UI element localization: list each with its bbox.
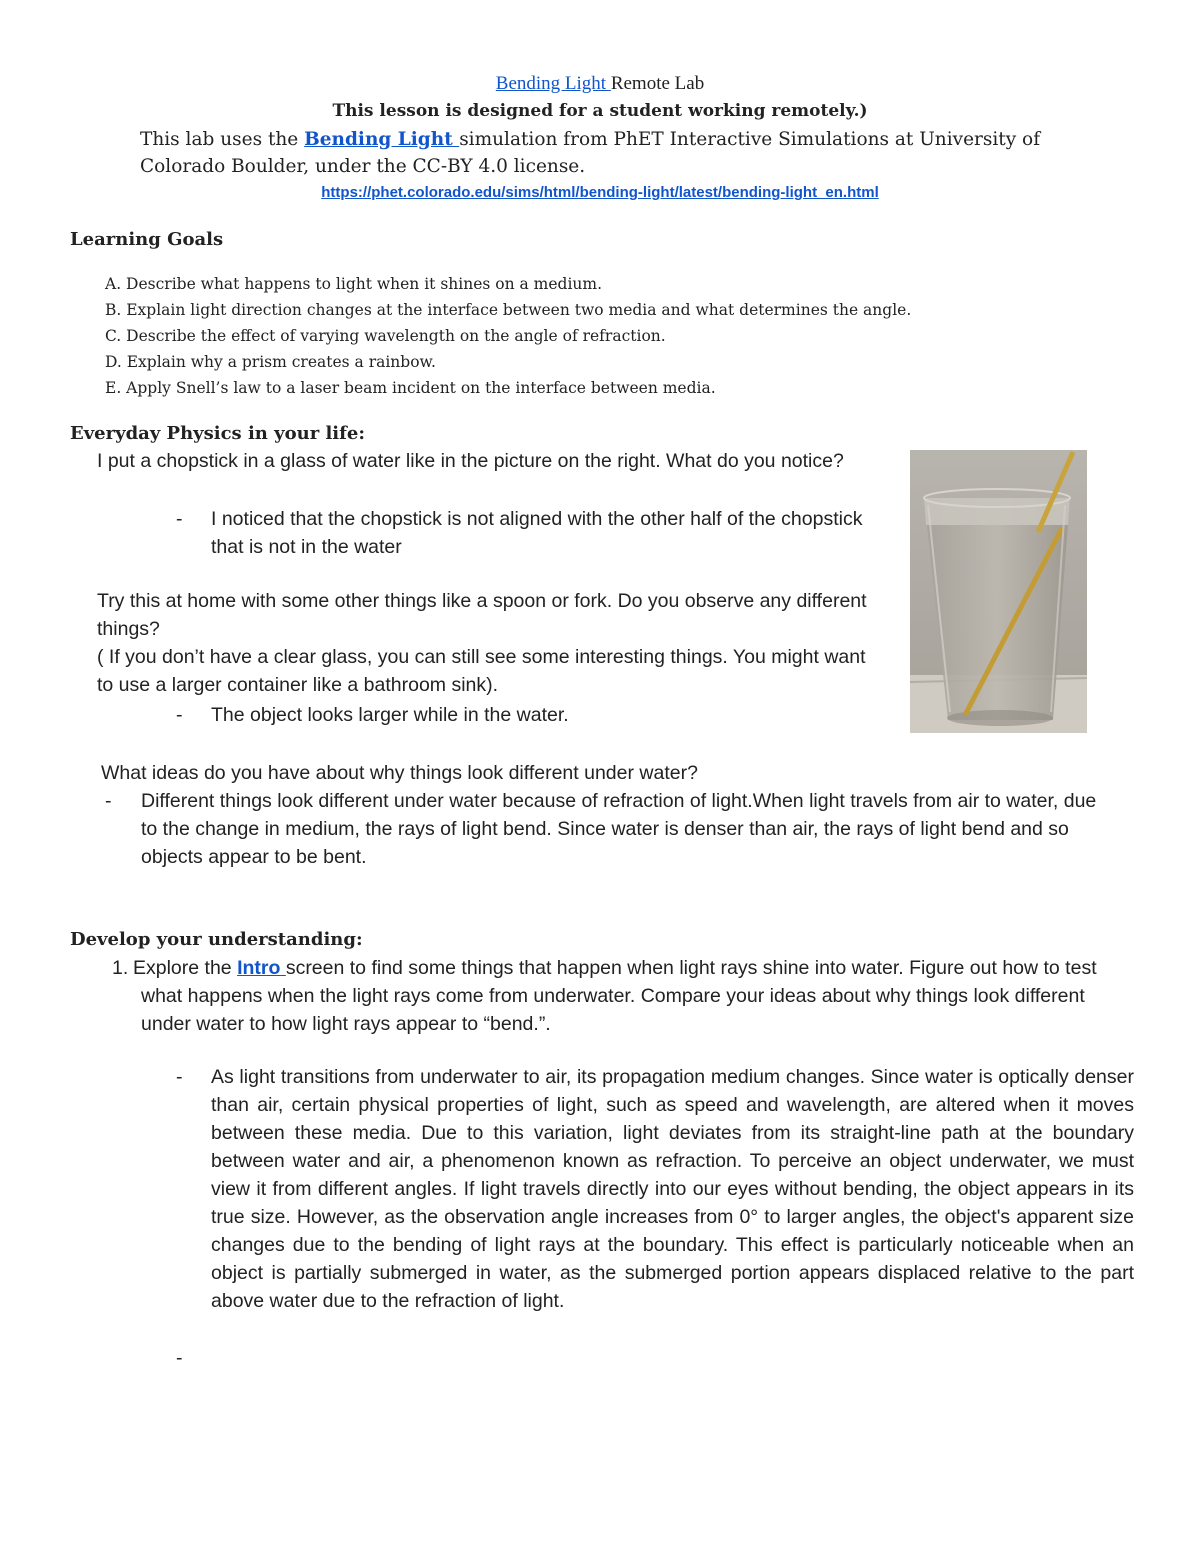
everyday-answer-3: Different things look different under water because of refraction of light.When light travels from air to water, due to the change in medium, the rays of light bend. Since water is denser than air, the rays of light bend and so objects appear to be bent. (141, 790, 1097, 868)
learning-goals-heading: Learning Goals (70, 229, 224, 250)
everyday-question-3: What ideas do you have about why things look different under water? (101, 762, 698, 784)
everyday-question-1: I put a chopstick in a glass of water like in the picture on the right. What do you notice? (97, 450, 844, 472)
develop-heading: Develop your understanding: (70, 929, 363, 950)
empty-answer-dash: - (176, 1347, 183, 1369)
question-2-note: ( If you don’t have a clear glass, you can still see some interesting things. You might want to use a larger container like a bathroom sink). (97, 646, 866, 696)
develop-q1-before: Explore the (133, 957, 238, 979)
goal-item: B. Explain light direction changes at the interface between two media and what determines the angle. (105, 301, 912, 319)
answer-dash: - (176, 508, 183, 530)
question-2-text: Try this at home with some other things like a spoon or fork. Do you observe any different things? (97, 590, 867, 640)
everyday-question-2 (97, 587, 887, 699)
intro-after: simulation from PhET Interactive Simulations at University of Colorado Boulder, under the CC-BY 4.0 license. (140, 129, 1041, 177)
learning-goals-list (105, 271, 1105, 401)
document-subtitle: This lesson is designed for a student working remotely.) (332, 101, 868, 121)
goal-item: C. Describe the effect of varying wavelength on the angle of refraction. (105, 327, 666, 345)
everyday-answer-1: I noticed that the chopstick is not aligned with the other half of the chopstick that is not in the water (211, 508, 863, 558)
answer-dash: - (176, 704, 183, 726)
title-rest: Remote Lab (610, 73, 705, 94)
simulation-url (0, 183, 1200, 203)
answer-dash: - (105, 790, 112, 812)
intro-before: This lab uses the (140, 129, 305, 150)
goal-item: E. Apply Snell’s law to a laser beam incident on the interface between media. (105, 379, 716, 397)
develop-question-1-number: 1. (112, 957, 129, 979)
simulation-url-link[interactable]: https://phet.colorado.edu/sims/html/bending-light/latest/bending-light_en.html (321, 184, 879, 201)
everyday-answer-2: The object looks larger while in the water. (211, 704, 569, 726)
glass-chopstick-photo (910, 450, 1087, 733)
glass-chopstick-illustration (910, 450, 1087, 733)
bending-light-intro-link[interactable]: Bending Light (304, 129, 460, 150)
develop-q1-after: screen to find some things that happen when light rays shine into water. Figure out how to test what happens when the light rays come from underwater. Compare your ideas about why things look different under water to how light rays appear to “bend.”. (141, 957, 1097, 1035)
bending-light-title-link[interactable]: Bending Light (495, 73, 611, 94)
goal-item: D. Explain why a prism creates a rainbow. (105, 353, 436, 371)
answer-dash: - (176, 1066, 183, 1088)
document-title (0, 72, 1200, 96)
everyday-physics-heading: Everyday Physics in your life: (70, 423, 365, 444)
develop-question-1 (133, 954, 1116, 1038)
intro-paragraph (140, 126, 1100, 180)
develop-answer-1: As light transitions from underwater to air, its propagation medium changes. Since water is optically denser than air, certain physical properties of light, such as speed and wavelength, are altered when it moves between these media. Due to this variation, light deviates from its straight-line path at the boundary between water and air, a phenomenon known as refraction. To perceive an object underwater, we must view it from different angles. If light travels directly into our eyes without bending, the object appears in its true size. However, as the observation angle increases from 0° to larger angles, the object's apparent size changes due to the bending of light rays at the boundary. This effect is particularly noticeable when an object is partially submerged in water, as the submerged portion appears displaced relative to the part above water due to the refraction of light. (211, 1066, 1134, 1312)
goal-item: A. Describe what happens to light when it shines on a medium. (105, 275, 603, 293)
intro-screen-link[interactable]: Intro (237, 957, 286, 979)
